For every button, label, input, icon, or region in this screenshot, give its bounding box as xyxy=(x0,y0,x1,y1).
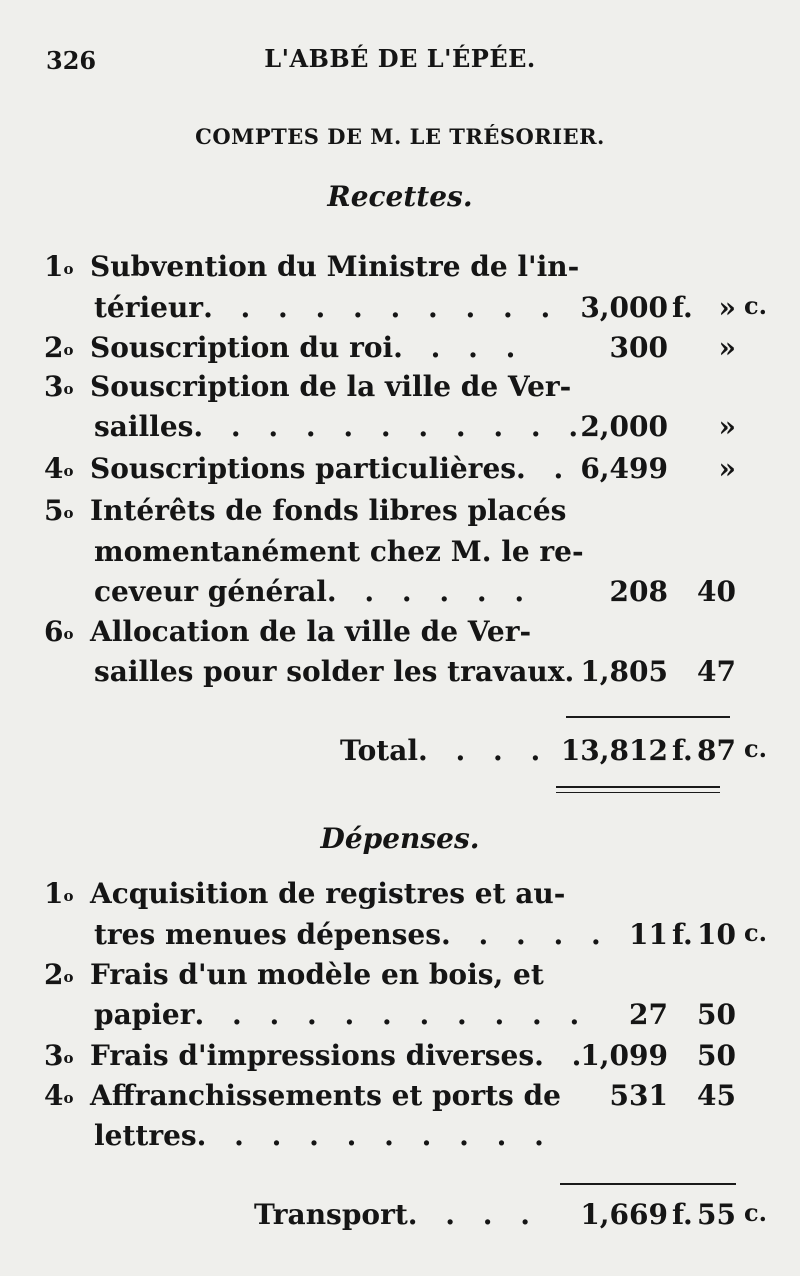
item-text: tres menues dépenses. . . . . xyxy=(94,918,610,951)
item-cents: » xyxy=(718,410,736,443)
transport-amount: 1,669 xyxy=(580,1198,668,1231)
item-text: papier. . . . . . . . . . . xyxy=(94,998,589,1031)
item-amount: 6,499 xyxy=(580,452,668,485)
account-line xyxy=(0,655,800,695)
item-text: Souscription du roi. . . . xyxy=(90,331,525,364)
total-cents: 87 xyxy=(697,734,736,767)
item-cents: » xyxy=(718,452,736,485)
account-line xyxy=(0,410,800,450)
item-cents-mark: c. xyxy=(744,918,767,947)
total-double-rule-top xyxy=(556,786,720,788)
depenses-heading: Dépenses. xyxy=(320,822,480,855)
item-cents: » xyxy=(718,291,736,324)
leader-dots: . . xyxy=(516,452,573,485)
total-unit: f. xyxy=(672,734,693,767)
item-text: Frais d'un modèle en bois, et xyxy=(90,958,544,991)
total-line xyxy=(0,734,800,774)
total-rule xyxy=(566,716,730,718)
total-label: Total. . . . xyxy=(340,734,550,767)
item-number: 3$^o$ xyxy=(44,370,74,403)
item-cents-mark: c. xyxy=(744,291,767,320)
item-unit: f. xyxy=(672,918,693,951)
item-text: sailles pour solder les travaux. xyxy=(94,655,575,688)
leader-dots: . . . . . . xyxy=(326,575,534,608)
item-text: térieur. . . . . . . . . . xyxy=(94,291,560,324)
item-number: 3$^o$ xyxy=(44,1039,74,1072)
transport-unit: f. xyxy=(672,1198,693,1231)
item-number: 4$^o$ xyxy=(44,1079,74,1112)
item-text: ceveur général. . . . . . xyxy=(94,575,534,608)
transport-line xyxy=(0,1198,800,1238)
account-line xyxy=(0,1119,800,1159)
transport-rule xyxy=(560,1183,736,1185)
page-number: 326 xyxy=(46,46,97,75)
leader-dots: . . . . . xyxy=(440,918,610,951)
item-number: 2$^o$ xyxy=(44,958,74,991)
item-amount: 27 xyxy=(629,998,668,1031)
item-text: momentanément chez M. le re- xyxy=(94,535,584,568)
account-line xyxy=(0,1079,800,1119)
item-cents: 10 xyxy=(697,918,736,951)
item-cents: 47 xyxy=(697,655,736,688)
item-text: lettres. . . . . . . . . . xyxy=(94,1119,553,1152)
recettes-heading: Recettes. xyxy=(327,180,473,213)
item-cents: 45 xyxy=(697,1079,736,1112)
account-line xyxy=(0,291,800,331)
item-amount: 300 xyxy=(609,331,668,364)
account-line xyxy=(0,1039,800,1079)
item-amount: 1,805 xyxy=(580,655,668,688)
leader-dots: . . . . . . . . . . xyxy=(203,291,560,324)
item-number: 2$^o$ xyxy=(44,331,74,364)
account-line xyxy=(0,575,800,615)
running-title: L'ABBÉ DE L'ÉPÉE. xyxy=(264,44,536,73)
account-line xyxy=(0,331,800,371)
transport-label: Transport. . . . xyxy=(254,1198,540,1231)
item-amount: 3,000 xyxy=(580,291,668,324)
leader-dots: . . xyxy=(534,1039,591,1072)
transport-cents-mark: c. xyxy=(744,1198,767,1227)
leader-dots: . . . . . . . . . . . xyxy=(193,410,588,443)
section-title: COMPTES DE M. LE TRÉSORIER. xyxy=(195,124,605,149)
item-number: 1$^o$ xyxy=(44,250,74,283)
item-text: Intérêts de fonds libres placés xyxy=(90,494,567,527)
account-line xyxy=(0,452,800,492)
item-text: Allocation de la ville de Ver- xyxy=(90,615,532,648)
total-cents-mark: c. xyxy=(744,734,767,763)
account-line xyxy=(0,535,800,575)
item-number: 6$^o$ xyxy=(44,615,74,648)
total-amount: 13,812 xyxy=(560,734,668,767)
total-double-rule-bottom xyxy=(556,792,720,793)
item-amount: 531 xyxy=(609,1079,668,1112)
item-text: Frais d'impressions diverses. . xyxy=(90,1039,591,1072)
account-line xyxy=(0,958,800,998)
item-cents: 40 xyxy=(697,575,736,608)
item-number: 4$^o$ xyxy=(44,452,74,485)
item-text: Acquisition de registres et au- xyxy=(90,877,566,910)
item-text: Affranchissements et ports de xyxy=(90,1079,561,1112)
item-text: Subvention du Ministre de l'in- xyxy=(90,250,580,283)
transport-cents: 55 xyxy=(697,1198,736,1231)
item-amount: 1,099 xyxy=(580,1039,668,1072)
account-line xyxy=(0,615,800,655)
leader-dots: . . . . xyxy=(393,331,525,364)
item-number: 5$^o$ xyxy=(44,494,74,527)
item-amount: 11 xyxy=(629,918,668,951)
account-line xyxy=(0,250,800,290)
item-amount: 2,000 xyxy=(580,410,668,443)
account-line xyxy=(0,494,800,534)
item-text: sailles. . . . . . . . . . . xyxy=(94,410,588,443)
item-amount: 208 xyxy=(609,575,668,608)
account-line xyxy=(0,370,800,410)
account-line xyxy=(0,998,800,1038)
item-cents: 50 xyxy=(697,998,736,1031)
item-cents: 50 xyxy=(697,1039,736,1072)
item-number: 1$^o$ xyxy=(44,877,74,910)
leader-dots: . . . . . . . . . . xyxy=(196,1119,553,1152)
item-text: Souscriptions particulières. . xyxy=(90,452,573,485)
account-line xyxy=(0,918,800,958)
item-unit: f. xyxy=(672,291,693,324)
account-line xyxy=(0,877,800,917)
item-text: Souscription de la ville de Ver- xyxy=(90,370,572,403)
item-cents: » xyxy=(718,331,736,364)
leader-dots: . . . . . . . . . . . xyxy=(194,998,589,1031)
